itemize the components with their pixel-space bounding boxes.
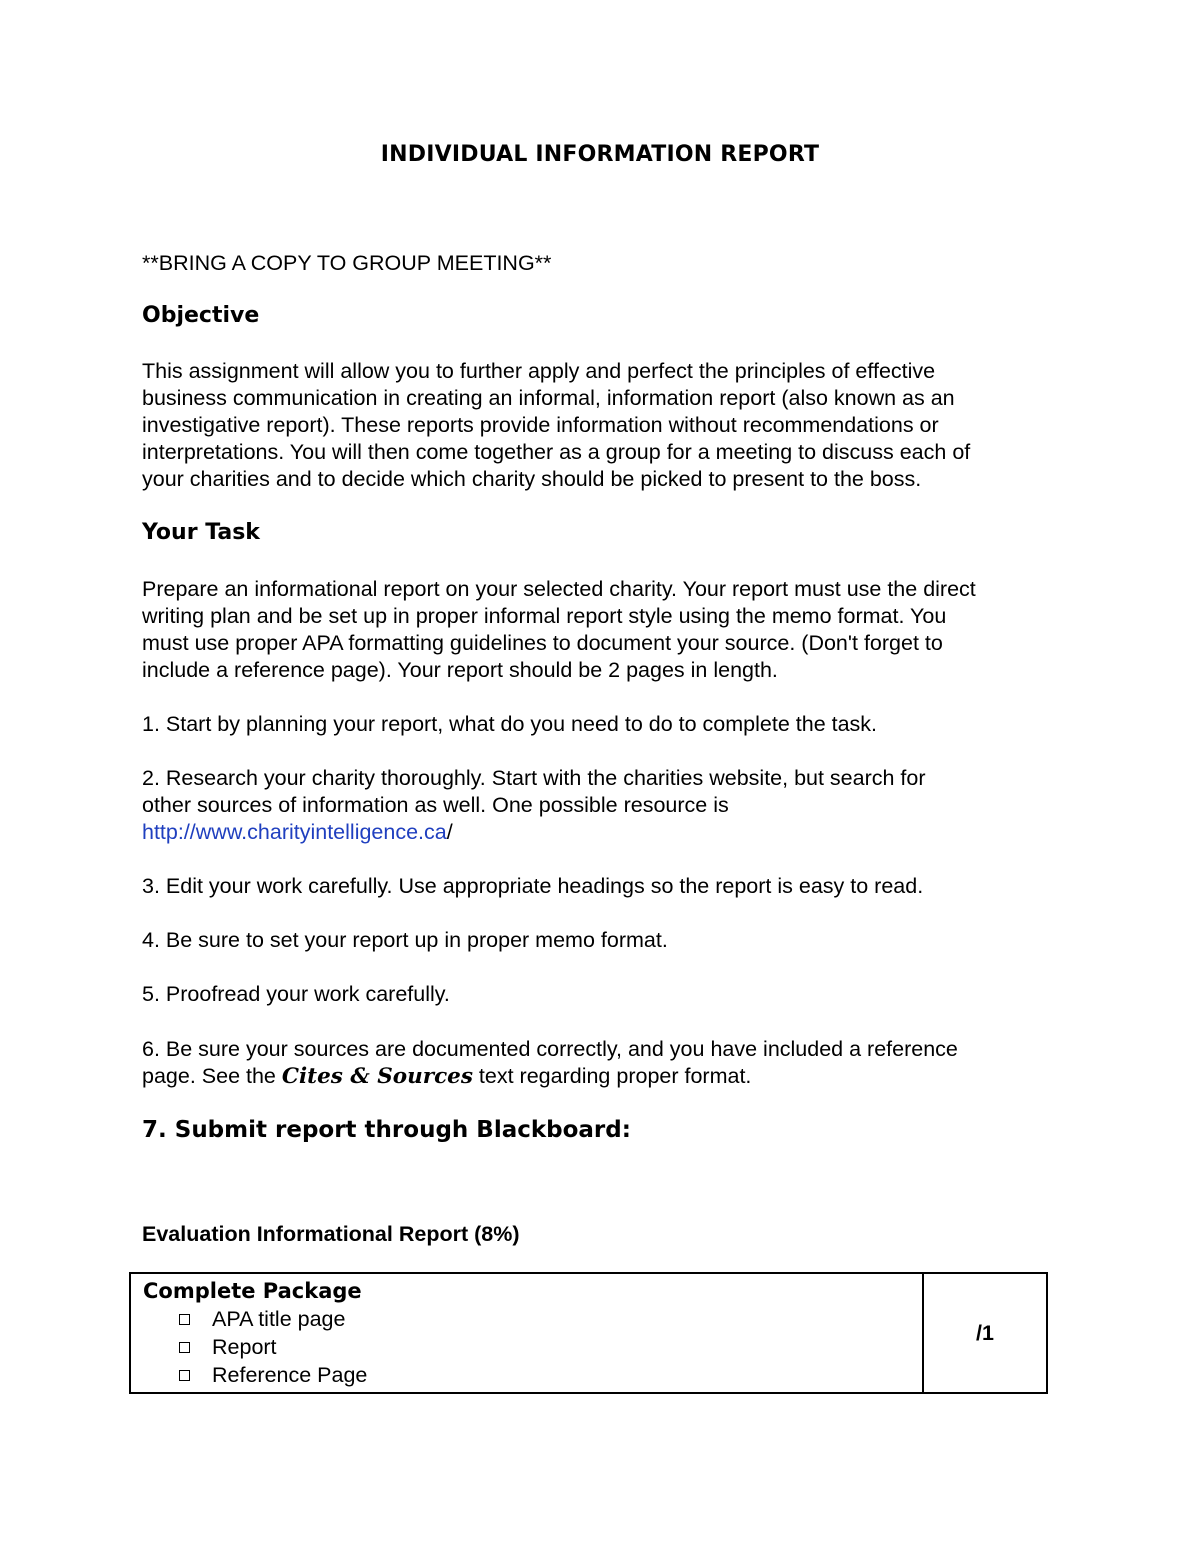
step-7-heading: 7. Submit report through Blackboard: [142, 1117, 631, 1143]
step-6 [142, 1036, 1072, 1090]
objective-line: business communication in creating an informal, information report (also known as an [142, 386, 955, 410]
evaluation-heading: Evaluation Informational Report (8%) [142, 1222, 520, 1246]
package-title: Complete Package [143, 1279, 362, 1303]
step-6-post: text regarding proper format. [472, 1064, 752, 1088]
step-5: 5. Proofread your work carefully. [142, 982, 450, 1006]
task-heading: Your Task [142, 520, 260, 545]
checkbox-icon [179, 1342, 190, 1353]
step-2 [142, 765, 1072, 846]
task-line: must use proper APA formatting guidelines to document your source. (Don't forget to [142, 631, 943, 655]
task-line: include a reference page). Your report should be 2 pages in length. [142, 658, 778, 682]
task-line: writing plan and be set up in proper informal report style using the memo format. You [142, 604, 947, 628]
checkbox-icon [179, 1314, 190, 1325]
list-item-label: APA title page [212, 1307, 346, 1331]
meeting-notice: **BRING A COPY TO GROUP MEETING** [142, 251, 552, 275]
checkbox-icon [179, 1370, 190, 1381]
list-item-label: Reference Page [212, 1363, 368, 1387]
step-2-line: 2. Research your charity thoroughly. Start with the charities website, but search for [142, 766, 926, 790]
score-cell: /1 [923, 1273, 1047, 1393]
list-item-label: Report [212, 1335, 277, 1359]
step-6-pre: page. See the [142, 1064, 282, 1088]
document-title: INDIVIDUAL INFORMATION REPORT [380, 142, 820, 167]
objective-line: your charities and to decide which charity should be picked to present to the boss. [142, 467, 922, 491]
step-6-line: 6. Be sure your sources are documented correctly, and you have included a reference [142, 1037, 958, 1061]
step-4: 4. Be sure to set your report up in proper memo format. [142, 928, 668, 952]
table-row [130, 1273, 1047, 1393]
objective-line: investigative report). These reports provide information without recommendations or [142, 413, 939, 437]
step-3: 3. Edit your work carefully. Use appropriate headings so the report is easy to read. [142, 874, 924, 898]
task-line: Prepare an informational report on your selected charity. Your report must use the direct [142, 577, 976, 601]
list-item [179, 1333, 910, 1361]
criteria-cell [130, 1273, 923, 1393]
task-paragraph [142, 576, 1072, 684]
objective-paragraph [142, 358, 1072, 493]
step-2-line: other sources of information as well. One possible resource is [142, 793, 729, 817]
list-item [179, 1361, 910, 1389]
link-tail: / [446, 820, 453, 844]
objective-heading: Objective [142, 303, 260, 328]
evaluation-table [129, 1272, 1048, 1394]
cites-sources-emphasis: Cites & Sources [281, 1064, 473, 1089]
objective-line: This assignment will allow you to further apply and perfect the principles of effective [142, 359, 936, 383]
step-1: 1. Start by planning your report, what do you need to do to complete the task. [142, 712, 878, 736]
objective-line: interpretations. You will then come together as a group for a meeting to discuss each of [142, 440, 971, 464]
list-item [179, 1305, 910, 1333]
charity-intelligence-link[interactable]: http://www.charityintelligence.ca [142, 820, 447, 844]
checklist [143, 1305, 910, 1389]
